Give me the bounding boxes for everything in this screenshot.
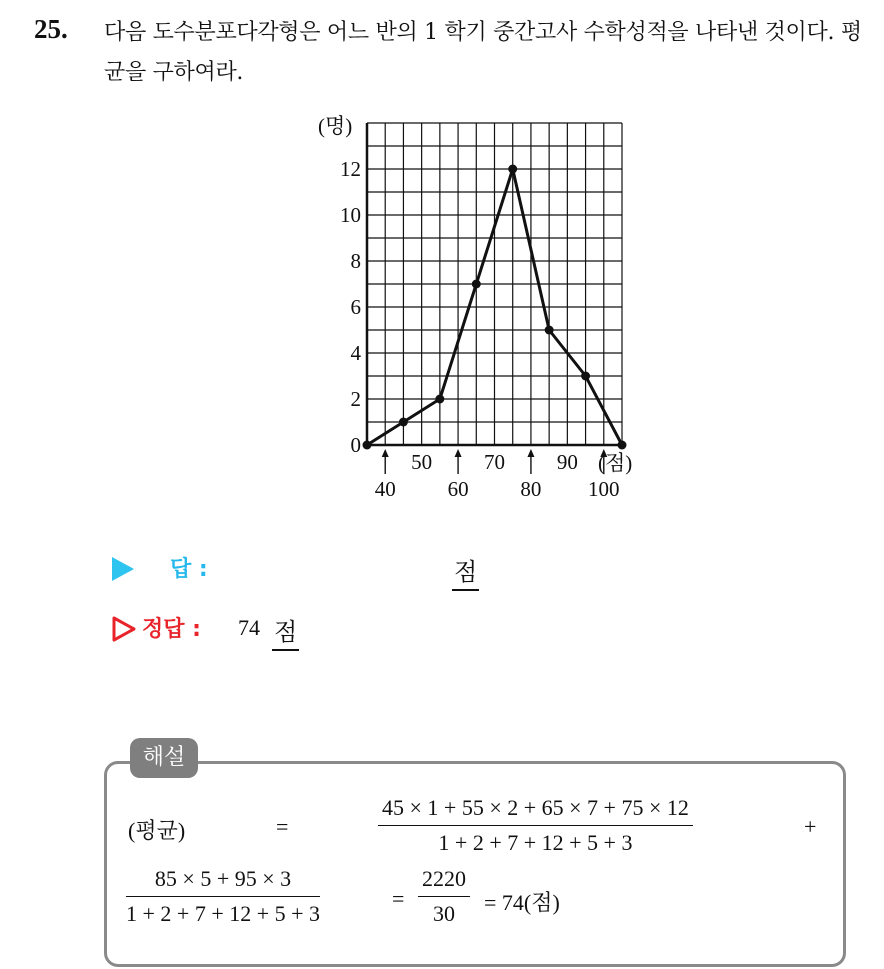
data-point: [472, 280, 481, 289]
answer-blank[interactable]: 점: [452, 552, 479, 591]
mean-label: (평균): [128, 818, 186, 843]
x-axis-label: (점): [598, 451, 633, 475]
x-tick-labels: [375, 450, 620, 501]
y-tick-label: 6: [350, 295, 361, 319]
fraction-3-denominator: 30: [433, 901, 455, 926]
y-tick-label: 10: [340, 203, 361, 227]
question-text: 다음 도수분포다각형은 어느 반의 1 학기 중간고사 수학성적을 나타낸 것이다. 평균을 구하여라.: [104, 20, 862, 85]
correct-label: 정답 :: [142, 617, 201, 642]
y-axis-label: (명): [318, 114, 353, 138]
x-tick-label-top: 70: [484, 450, 505, 474]
fraction-2-denominator: 1 + 2 + 7 + 12 + 5 + 3: [126, 901, 321, 926]
correct-value: 74: [238, 615, 260, 640]
correct-unit: 점: [272, 612, 299, 651]
solution-tag: 해설: [130, 738, 198, 778]
fraction-3: [418, 866, 470, 927]
answer-label: 답 :: [170, 557, 208, 582]
fraction-2: [126, 866, 320, 927]
x-tick-label-bottom: 40: [374, 477, 396, 501]
y-tick-label: 4: [350, 341, 361, 365]
x-tick-label-top: 50: [411, 450, 433, 474]
tick-arrow-head: [455, 449, 462, 457]
data-point: [545, 326, 554, 335]
data-point: [435, 395, 444, 404]
fraction-3-numerator: 2220: [418, 866, 470, 897]
chart-grid: [367, 123, 622, 445]
y-tick-label: 0: [350, 433, 361, 457]
x-tick-label-top: 90: [556, 450, 578, 474]
plus-sign: +: [804, 814, 817, 839]
y-tick-label: 2: [350, 387, 361, 411]
equals-sign: =: [276, 814, 289, 839]
outline-triangle-icon: [112, 616, 136, 642]
x-tick-label-bottom: 80: [520, 477, 542, 501]
fraction-1-numerator: 45 × 1 + 55 × 2 + 65 × 7 + 75 × 12: [378, 795, 693, 826]
data-point: [508, 165, 517, 174]
play-triangle-icon: [112, 557, 134, 581]
data-point: [581, 372, 590, 381]
question-number: 25.: [34, 14, 68, 44]
fraction-1-denominator: 1 + 2 + 7 + 12 + 5 + 3: [438, 830, 633, 855]
solution-box: [104, 761, 846, 967]
data-point: [399, 418, 408, 427]
data-point: [618, 441, 627, 450]
y-tick-labels: [340, 157, 362, 457]
x-tick-label-bottom: 100: [588, 477, 620, 501]
fraction-1: [378, 795, 693, 856]
y-tick-label: 8: [350, 249, 361, 273]
fraction-2-numerator: 85 × 5 + 95 × 3: [126, 866, 320, 897]
result: = 74(점): [484, 890, 560, 915]
data-point: [363, 441, 372, 450]
y-tick-label: 12: [340, 157, 361, 181]
tick-arrow-head: [382, 449, 389, 457]
x-tick-label-bottom: 60: [447, 477, 469, 501]
equals-sign-2: =: [392, 886, 405, 911]
tick-arrow-head: [527, 449, 534, 457]
